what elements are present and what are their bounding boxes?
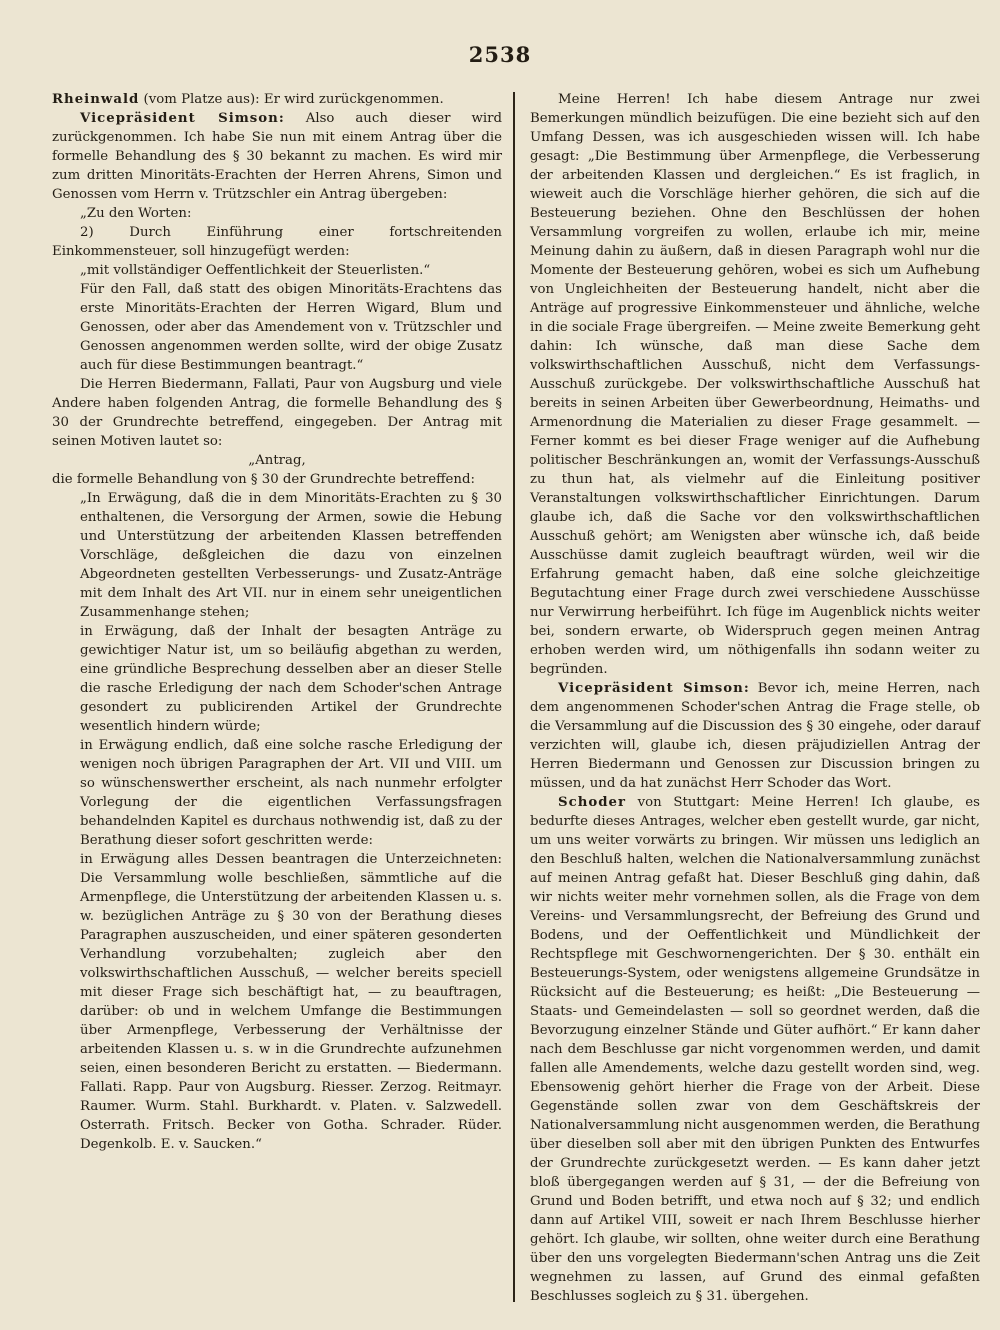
motion-heading: „Antrag,: [248, 453, 306, 468]
speaker-name: Vicepräsident Simson:: [80, 111, 285, 126]
speaker-name: Vicepräsident Simson:: [558, 681, 750, 696]
quoted-motion-condition: Für den Fall, daß statt des obigen Minoritäts-Erachtens das erste Minoritäts-Erachten der Herren Wigard, Blum und Genossen, oder aber das Amendement von v. Trützschler und Genossen angenommen werden sollte, wird der obige Zusatz auch für diese Bestimmungen beantragt.“: [80, 282, 502, 373]
quoted-motion-intro: „Zu den Worten:: [80, 206, 192, 221]
quoted-motion-point: 2) Durch Einführung einer fortschreitenden Einkommensteuer, soll hinzugefügt werden:: [52, 225, 502, 259]
paragraph-simson-2: [530, 679, 980, 793]
speech-text: Bevor ich, meine Herren, nach dem angenommenen Schoder'schen Antrag die Frage stelle, ob die Versammlung auf die Discussion des § 30 eingehe, oder darauf verzichten will, glaube ich, diesen präjudiziellen Antrag der Herren Biedermann und Genossen zur Discussion bringen zu müssen, und da hat zunächst Herr Schoder das Wort.: [530, 681, 981, 791]
quoted-motion-addition: „mit vollständiger Oeffentlichkeit der Steuerlisten.“: [80, 263, 431, 278]
motion-subheading: die formelle Behandlung von § 30 der Grundrechte betreffend:: [52, 472, 475, 487]
speech-text: Also auch dieser wird zurückgenommen. Ich habe Sie nun mit einem Antrag über die formelle Behandlung des § 30 bekannt zu machen. Es wird mir zum dritten Minoritäts-Erachten der Herren Ahrens, Simon und Genossen vom Herrn v. Trützschler ein Antrag übergeben:: [52, 111, 503, 202]
column-divider: [513, 92, 515, 1302]
speech-text: (vom Platze aus): Er wird zurückgenommen.: [139, 92, 444, 107]
motion-consideration-2: in Erwägung, daß der Inhalt der besagten Anträge zu gewichtiger Natur ist, um so beiläufig abgethan zu werden, eine gründliche Besprechung desselben aber an dieser Stelle die rasche Erledigung der nach dem Schoder'schen Antrage gesondert zu publicirenden Artikel der Grundrechte wesentlich hindern würde;: [80, 624, 502, 734]
speaker-name: Schoder: [558, 795, 626, 810]
motion-resolution: in Erwägung alles Dessen beantragen die Unterzeichneten: Die Versammlung wolle beschließen, sämmtliche auf die Armenpflege, die Unterstützung der arbeitenden Klassen u. s. w. bezüglichen Anträge zu § 30 von der Berathung dieses Paragraphen auszuscheiden, und einer späteren gesonderten Verhandlung vorzubehalten; zugleich aber den volkswirthschaftlichen Ausschuß, — welcher bereits speciell mit dieser Frage sich beschäftigt hat, — zu beauftragen, darüber: ob und in welchem Umfange die Bestimmungen über Armenpflege, Verbesserung der Verhältnisse der arbeitenden Klassen u. s. w in die Grundrechte aufzunehmen seien, einen besonderen Bericht zu erstatten. — Biedermann. Fallati. Rapp. Paur von Augsburg. Riesser. Zerzog. Reitmayr. Raumer. Wurm. Stahl. Burkhardt. v. Platen. v. Salzwedell. Osterrath. Fritsch. Becker von Gotha. Schrader. Rüder. Degenkolb. E. v. Saucken.“: [80, 852, 502, 1152]
speaker-name: Rheinwald: [52, 92, 140, 107]
motion-consideration-3: in Erwägung endlich, daß eine solche rasche Erledigung der wenigen noch übrigen Paragraphen der Art. VII und VIII. um so wünschenswerther erscheint, als nach nunmehr erfolgter Vorlegung der die eigentlichen Verfassungsfragen behandelnden Kapitel es durchaus nothwendig ist, daß zu der Berathung dieser sofort geschritten werde:: [80, 738, 502, 848]
speech-text: von Stuttgart: Meine Herren! Ich glaube, es bedurfte dieses Antrages, welcher eben gestellt wurde, gar nicht, um uns weiter vorwärts zu bringen. Wir müssen uns lediglich an den Beschluß halten, welchen die Nationalversammlung zunächst auf meinen Antrag gefaßt hat. Dieser Beschluß ging dahin, daß wir nichts weiter mehr vornehmen sollen, als die Frage von dem Vereins- und Versammlungsrecht, der Befreiung des Grund und Bodens, und der Oeffentlichkeit und Mündlichkeit der Rechtspflege mit Geschwornengerichten. Der § 30. enthält ein Besteuerungs-System, oder wenigstens allgemeine Grundsätze in Rücksicht auf die Besteuerung; es heißt: „Die Besteuerung — Staats- und Gemeindelasten — soll so geordnet werden, daß die Bevorzugung einzelner Stände und Güter aufhört.“ Er kann daher nach dem Beschlusse gar nicht vorgenommen werden, und damit fallen alle Amendements, welche dazu gestellt worden sind, weg. Ebensowenig gehört hierher die Frage von der Arbeit. Diese Gegenstände sollen zwar von dem Geschäftskreis der Nationalversammlung nicht ausgenommen werden, die Berathung über dieselben soll aber mit den übrigen Punkten des Entwurfes der Grundrechte zurückgesetzt werden. — Es kann daher jetzt bloß übergegangen werden auf § 31, — der die Befreiung von Grund und Boden betrifft, und etwa noch auf § 32; und endlich dann auf Artikel VIII, soweit er nach Ihrem Beschlusse hierher gehört. Ich glaube, wir sollten, ohne weiter durch eine Berathung über den uns vorgelegten Biedermann'schen Antrag uns die Zeit wegnehmen zu lassen, auf Grund des einmal gefaßten Beschlusses sogleich zu § 31. übergehen.: [530, 795, 980, 1304]
motion-consideration-1: „In Erwägung, daß die in dem Minoritäts-Erachten zu § 30 enthaltenen, die Versorgung der Armen, sowie die Hebung und Unterstützung der arbeitenden Klassen betreffenden Vorschläge, deßgleichen die dazu von einzelnen Abgeordneten gestellten Verbesserungs- und Zusatz-Anträge mit dem Inhalt des Art VII. nur in einem sehr uneigentlichen Zusammenhange stehen;: [80, 491, 502, 620]
page-number: 2538: [468, 42, 532, 67]
paragraph-rheinwald: [52, 90, 502, 109]
paragraph-biedermann-speech: Meine Herren! Ich habe diesem Antrage nur zwei Bemerkungen mündlich beizufügen. Die eine bezieht sich auf den Umfang Dessen, was ich ausgeschieden wissen will. Ich habe gesagt: „Die Bestimmung über Armenpflege, die Verbesserung der arbeitenden Klassen und dergleichen.“ Es ist fraglich, in wieweit auch die Vorschläge hierher gehören, die sich auf die Besteuerung beziehen. Ohne den Beschlüssen der hohen Versammlung vorgreifen zu wollen, erlaube ich mir, meine Meinung dahin zu äußern, daß in diesen Paragraph wohl nur die Momente der Besteuerung gehören, wobei es sich um Aufhebung von Ungleichheiten der Besteuerung handelt, nicht aber die Anträge auf progressive Einkommensteuer und ähnliche, welche in die sociale Frage übergreifen. — Meine zweite Bemerkung geht dahin: Ich wünsche, daß man diese Sache dem volkswirthschaftlichen Ausschuß, nicht dem Verfassungs-Ausschuß zurückgebe. Der volkswirthschaftliche Ausschuß hat bereits in seinen Arbeiten über Gewerbeordnung, Heimaths- und Armenordnung die Materialien zu dieser Frage gesammelt. — Ferner kommt es bei dieser Frage weniger auf die Aufhebung politischer Beschränkungen an, womit der Verfassungs-Ausschuß zu thun hat, als vielmehr auf die Einleitung positiver Veranstaltungen volkswirthschaftlicher Einrichtungen. Darum glaube ich, daß die Sache vor den volkswirthschaftlichen Ausschuß gehört; am Wenigsten aber wünsche ich, daß beide Ausschüsse damit zugleich beauftragt würden, weil wir die Erfahrung gemacht haben, daß eine solche gleichzeitige Begutachtung einer Frage durch zwei verschiedene Ausschüsse nur Verwirrung herbeiführt. Ich füge im Augenblick nichts weiter bei, sondern erwarte, ob Widerspruch gegen meinen Antrag erhoben werden wird, um nöthigenfalls ihn sodann weiter zu begründen.: [530, 92, 980, 677]
right-column: [530, 90, 981, 1304]
paragraph-motion-intro: Die Herren Biedermann, Fallati, Paur von Augsburg und viele Andere haben folgenden Antrag, die formelle Behandlung des § 30 der Grundrechte betreffend, eingegeben. Der Antrag mit seinen Motiven lautet so:: [52, 377, 502, 449]
paragraph-simson: [52, 109, 502, 204]
paragraph-schoder: [530, 793, 980, 1306]
left-column: [52, 90, 502, 1295]
